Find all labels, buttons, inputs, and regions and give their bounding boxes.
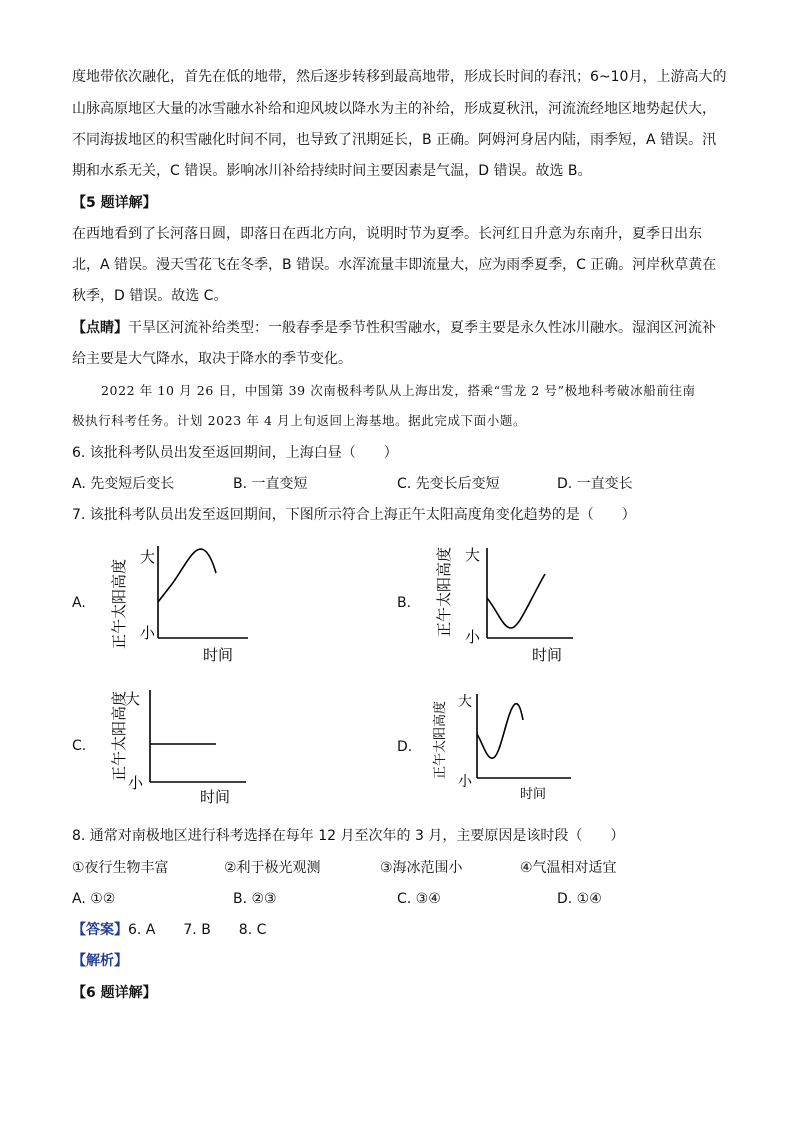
q8-statement-2: ②利于极光观测 (224, 860, 321, 876)
q5-line: 秋季，D 错误。故选 C。 (72, 288, 228, 304)
paragraph-line: 山脉高原地区大量的冰雪融水补给和迎风坡以降水为主的补给，形成夏秋汛，河流流经地区地势起伏大， (72, 101, 716, 117)
x-axis-label: 时间 (199, 788, 231, 806)
y-axis-label: 正午太阳高度 (110, 558, 128, 650)
q5-line: 在西地看到了长河落日圆，即落日在西北方向，说明时节为夏季。长河红日升意为东南升，夏季日出东 (72, 226, 702, 242)
q6-option-d[interactable]: D. 一直变长 (557, 476, 633, 492)
tip-line (72, 318, 716, 338)
q6-option-b[interactable]: B. 一直变短 (233, 476, 308, 492)
small-label: 小 (128, 774, 144, 792)
q8-statement-1: ①夜行生物丰富 (72, 860, 169, 876)
q8-statement-3: ③海冰范围小 (380, 860, 463, 876)
q6-option-c[interactable]: C. 先变长后变短 (397, 476, 500, 492)
small-label: 小 (465, 628, 481, 646)
graph-d (425, 690, 575, 802)
paragraph-line: 不同海拔地区的积雪融化时间不同，也导致了汛期延长，B 正确。阿姆河身居内陆，雨季短，A 错误。汛 (72, 132, 717, 148)
answer-line (72, 920, 266, 940)
big-label: 大 (125, 690, 141, 708)
material-line: 极执行科考任务。计划 2023 年 4 月上旬返回上海基地。据此完成下面小题。 (72, 413, 527, 428)
q8-option-c[interactable]: C. ③④ (397, 891, 441, 907)
tip-line: 给主要是大气降水，取决于降水的季节变化。 (72, 351, 352, 367)
paragraph-line: 期和水系无关，C 错误。影响冰川补给持续时间主要因素是气温，D 错误。故选 B。 (72, 163, 592, 179)
q7-option-d-letter[interactable]: D. (397, 739, 413, 755)
big-label: 大 (140, 548, 156, 566)
y-axis-label: 正午太阳高度 (110, 690, 128, 782)
q7-option-a-letter[interactable]: A. (72, 595, 86, 611)
graph-b (425, 540, 575, 665)
tip-text: 干旱区河流补给类型：一般春季是季节性积雪融水，夏季主要是永久性冰川融水。湿润区河流补 (128, 320, 716, 336)
trend-curve (477, 704, 523, 758)
trend-curve (487, 574, 545, 628)
graph-c (100, 684, 250, 809)
q8-option-a[interactable]: A. ①② (72, 891, 116, 907)
q8-statement-4: ④气温相对适宜 (520, 860, 617, 876)
q5-line: 北，A 错误。漫天雪花飞在冬季，B 错误。水浑流量丰即流量大，应为雨季夏季，C 正确。河岸秋草黄在 (72, 257, 717, 273)
q8-stem: 8. 通常对南极地区进行科考选择在每年 12 月至次年的 3 月，主要原因是该时段（ ） (72, 828, 625, 844)
y-axis-label: 正午太阳高度 (433, 700, 448, 780)
q6-stem: 6. 该批科考队员出发至返回期间，上海白昼（ ） (72, 445, 398, 461)
small-label: 小 (140, 624, 156, 642)
graph-a (100, 540, 250, 665)
x-axis-label: 时间 (519, 787, 547, 802)
trend-curve (158, 549, 216, 602)
big-label: 大 (465, 546, 481, 564)
small-label: 小 (458, 774, 472, 790)
x-axis-label: 时间 (531, 646, 563, 664)
answer-text: 6. A 7. B 8. C (128, 922, 267, 938)
x-axis-label: 时间 (202, 646, 234, 664)
q7-option-b-letter[interactable]: B. (397, 595, 412, 611)
tip-heading: 【点睛】 (72, 320, 128, 336)
answer-label: 【答案】 (72, 922, 128, 938)
big-label: 大 (458, 694, 472, 710)
material-line: 2022 年 10 月 26 日，中国第 39 次南极科考队从上海出发，搭乘“雪龙 2 号”极地科考破冰船前往南 (101, 383, 696, 398)
q7-stem: 7. 该批科考队员出发至返回期间，下图所示符合上海正午太阳高度角变化趋势的是（ ） (72, 507, 636, 523)
q6-option-a[interactable]: A. 先变短后变长 (72, 476, 175, 492)
q8-option-b[interactable]: B. ②③ (233, 891, 277, 907)
analysis-label: 【解析】 (72, 953, 128, 969)
q5-detail-heading: 【5 题详解】 (72, 195, 157, 211)
q7-option-c-letter[interactable]: C. (72, 738, 87, 754)
y-axis-label: 正午太阳高度 (435, 546, 453, 638)
paragraph-line: 度地带依次融化，首先在低的地带，然后逐步转移到最高地带，形成长时间的春汛；6~10月，上游高大的 (72, 69, 727, 85)
q6-detail-heading: 【6 题详解】 (72, 985, 157, 1001)
q8-option-d[interactable]: D. ①④ (557, 891, 602, 907)
